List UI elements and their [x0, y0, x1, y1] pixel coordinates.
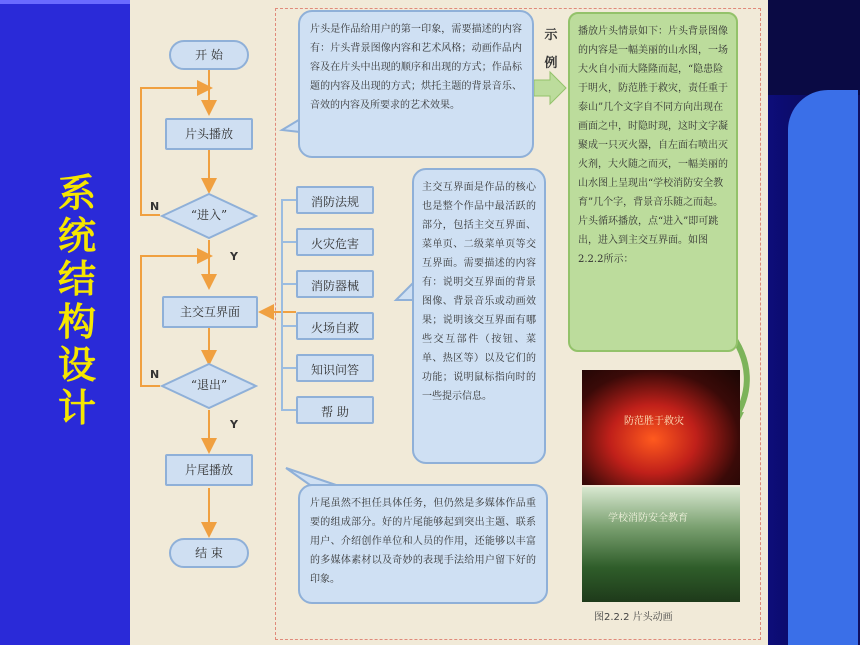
ending-note: 片尾虽然不担任具体任务，但仍然是多媒体作品重要的组成部分。好的片尾能够起到突出主题、联系用户、介绍创作单位和人员的作用，还能够以丰富的多媒体素材以及奇妙的表现手法给用户留下好的印象。: [298, 484, 548, 604]
opening-note: 片头是作品给用户的第一印象，需要描述的内容有：片头背景图像内容和艺术风格；动画作品内容及在片头中出现的顺序和出现的方式；作品标题的内容及出现的方式；烘托主题的背景音乐、音效的内容及所要求的艺术效果。: [298, 10, 534, 158]
module-self-rescue: 火场自救: [296, 312, 374, 340]
photo-text: 学校消防安全教育: [608, 513, 688, 524]
no-label: N: [150, 368, 160, 381]
exit-decision: [160, 362, 258, 410]
enter-decision-label: “进入”: [190, 208, 228, 222]
opening-process: 片头播放: [165, 118, 253, 150]
no-label: N: [150, 200, 160, 213]
module-fire-equipment: 消防器械: [296, 270, 374, 298]
enter-decision: [160, 192, 258, 240]
fire-photo: [582, 370, 740, 485]
photo-text: 防范胜于救灾: [624, 416, 684, 427]
module-help: 帮 助: [296, 396, 374, 424]
figure-caption: 图2.2.2 片头动画: [594, 612, 673, 623]
title-char: 结: [57, 257, 96, 301]
module-fire-law: 消防法规: [296, 186, 374, 214]
example-label: [544, 22, 558, 78]
start-node: 开 始: [169, 40, 249, 70]
example-note: 播放片头情景如下：片头背景图像的内容是一幅美丽的山水图，一场大火自小而大隆隆而起，“隐患险于明火，防范胜于救灾，责任重于泰山”几个文字自不同方向出现在画面之中，时隐时现，这时文字凝聚成一只灭火器，自左面右喷出灭火剂，大火随之而灭，一幅美丽的山水图上呈现出“学校消防安全教育”几个字，背景音乐随之而起。片头循环播放，点“进入”即可跳出，进入到主交互界面。如图2.2.2所示：: [568, 12, 738, 352]
yes-label: Y: [230, 250, 238, 263]
title-char: 系: [57, 171, 96, 215]
module-quiz: 知识问答: [296, 354, 374, 382]
ending-process: 片尾播放: [165, 454, 253, 486]
exit-decision-label: “退出”: [190, 378, 228, 392]
title-char: 统: [57, 214, 96, 258]
example-char: 示: [544, 28, 558, 43]
main-interface-note: 主交互界面是作品的核心也是整个作品中最活跃的部分，包括主交互界面、菜单页、二级菜单页等交互界面。需要描述的内容有：说明交互界面的背景图像、背景音乐或动画效果；说明该交互界面有哪些交互部件（按钮、菜单、热区等）以及它们的功能；说明鼠标指向时的一些提示信息。: [412, 168, 546, 464]
main-interface-process: 主交互界面: [162, 296, 258, 328]
forest-photo: [582, 487, 740, 602]
module-fire-hazard: 火灾危害: [296, 228, 374, 256]
yes-label: Y: [230, 418, 238, 431]
title-char: 计: [57, 386, 96, 430]
title-char: 构: [57, 300, 96, 344]
end-node: 结 束: [169, 538, 249, 568]
example-char: 例: [544, 56, 558, 71]
title-char: 设: [57, 343, 96, 387]
